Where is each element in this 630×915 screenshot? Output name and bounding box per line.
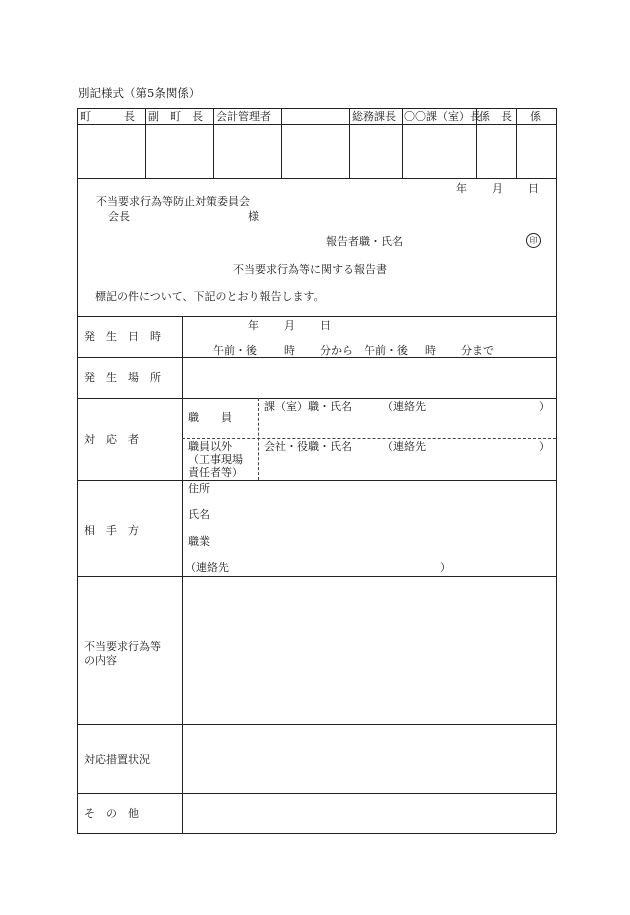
stamp-box-staff[interactable] (517, 125, 555, 177)
stamp-box-accounting[interactable] (214, 125, 280, 177)
approver-label-staff: 係 (530, 110, 541, 123)
responder-label: 対 応 者 (84, 433, 139, 446)
counterparty-name-label: 氏名 (188, 508, 210, 521)
counterparty-label: 相 手 方 (84, 524, 139, 537)
stamp-box-section-chief[interactable] (403, 125, 475, 177)
content-label-line1: 不当要求行為等 (84, 640, 161, 653)
occurrence-ampm-from: 午前・後 (213, 344, 257, 357)
responder-other-contact: （連絡先 (382, 440, 426, 453)
seal-mark: 印 (526, 233, 541, 248)
counterparty-occupation-label: 職業 (188, 535, 210, 548)
place-input[interactable] (183, 358, 555, 397)
stamp-box-blank[interactable] (282, 125, 348, 177)
approver-label-accounting: 会計管理者 (216, 110, 271, 123)
counterparty-input[interactable] (220, 481, 555, 559)
date-month: 月 (492, 182, 503, 195)
occurrence-label: 発 生 日 時 (84, 330, 161, 343)
report-title: 不当要求行為等に関する報告書 (233, 263, 387, 276)
other-input[interactable] (183, 794, 555, 832)
responder-staff-detail: 課（室）職・氏名 (264, 400, 352, 413)
addressee-committee: 不当要求行為等防止対策委員会 (96, 195, 250, 208)
occurrence-month: 月 (284, 319, 295, 332)
approver-label-deputy-mayor: 副 町 長 (148, 110, 203, 123)
date-year: 年 (456, 182, 467, 195)
report-intro: 標記の件について、下記のとおり報告します。 (95, 290, 325, 303)
responder-staff-contact: （連絡先 (382, 400, 426, 413)
content-input[interactable] (183, 577, 555, 723)
responder-other-detail: 会社・役職・氏名 (264, 440, 352, 453)
form-label: 別記様式（第5条関係） (78, 86, 201, 100)
responder-other-label-2: （工事現場 (188, 453, 243, 466)
responder-other-label-3: 責任者等） (188, 466, 243, 479)
occurrence-year: 年 (248, 319, 259, 332)
other-label: そ の 他 (84, 807, 139, 820)
responder-staff-input[interactable] (259, 414, 555, 437)
place-label: 発 生 場 所 (84, 371, 161, 384)
addressee-honorific: 様 (248, 210, 259, 223)
date-day: 日 (528, 182, 539, 195)
occurrence-ampm-to: 午前・後 (364, 344, 408, 357)
counterparty-address-label: 住所 (188, 482, 210, 495)
reporter-label: 報告者職・氏名 (326, 235, 403, 248)
approver-label-section-chief: 〇〇課（室）長 (404, 110, 481, 123)
counterparty-contact-close: ） (440, 561, 451, 574)
approver-label-general-affairs: 総務課長 (352, 110, 396, 123)
stamp-box-mayor[interactable] (78, 125, 144, 177)
occurrence-hour-from: 時 (284, 344, 295, 357)
occurrence-minute-from: 分から (320, 344, 353, 357)
content-label-line2: の内容 (84, 654, 117, 667)
occurrence-minute-to: 分まで (461, 344, 494, 357)
responder-staff-contact-close: ） (539, 400, 550, 413)
measures-input[interactable] (183, 725, 555, 792)
occurrence-day: 日 (320, 319, 331, 332)
measures-label: 対応措置状況 (84, 753, 150, 766)
approver-label-mayor: 町 長 (80, 110, 135, 123)
responder-other-contact-close: ） (539, 440, 550, 453)
stamp-box-subsection-chief[interactable] (477, 125, 515, 177)
approver-label-subsection-chief: 係 長 (479, 110, 512, 123)
counterparty-contact-label: （連絡先 (185, 561, 229, 574)
occurrence-input[interactable] (183, 317, 555, 356)
occurrence-hour-to: 時 (425, 344, 436, 357)
responder-other-input[interactable] (259, 454, 555, 479)
addressee-chair: 会長 (108, 210, 130, 223)
stamp-box-general-affairs[interactable] (350, 125, 401, 177)
stamp-box-deputy-mayor[interactable] (146, 125, 212, 177)
responder-other-label-1: 職員以外 (188, 440, 232, 453)
responder-staff-label: 職 員 (188, 411, 232, 424)
